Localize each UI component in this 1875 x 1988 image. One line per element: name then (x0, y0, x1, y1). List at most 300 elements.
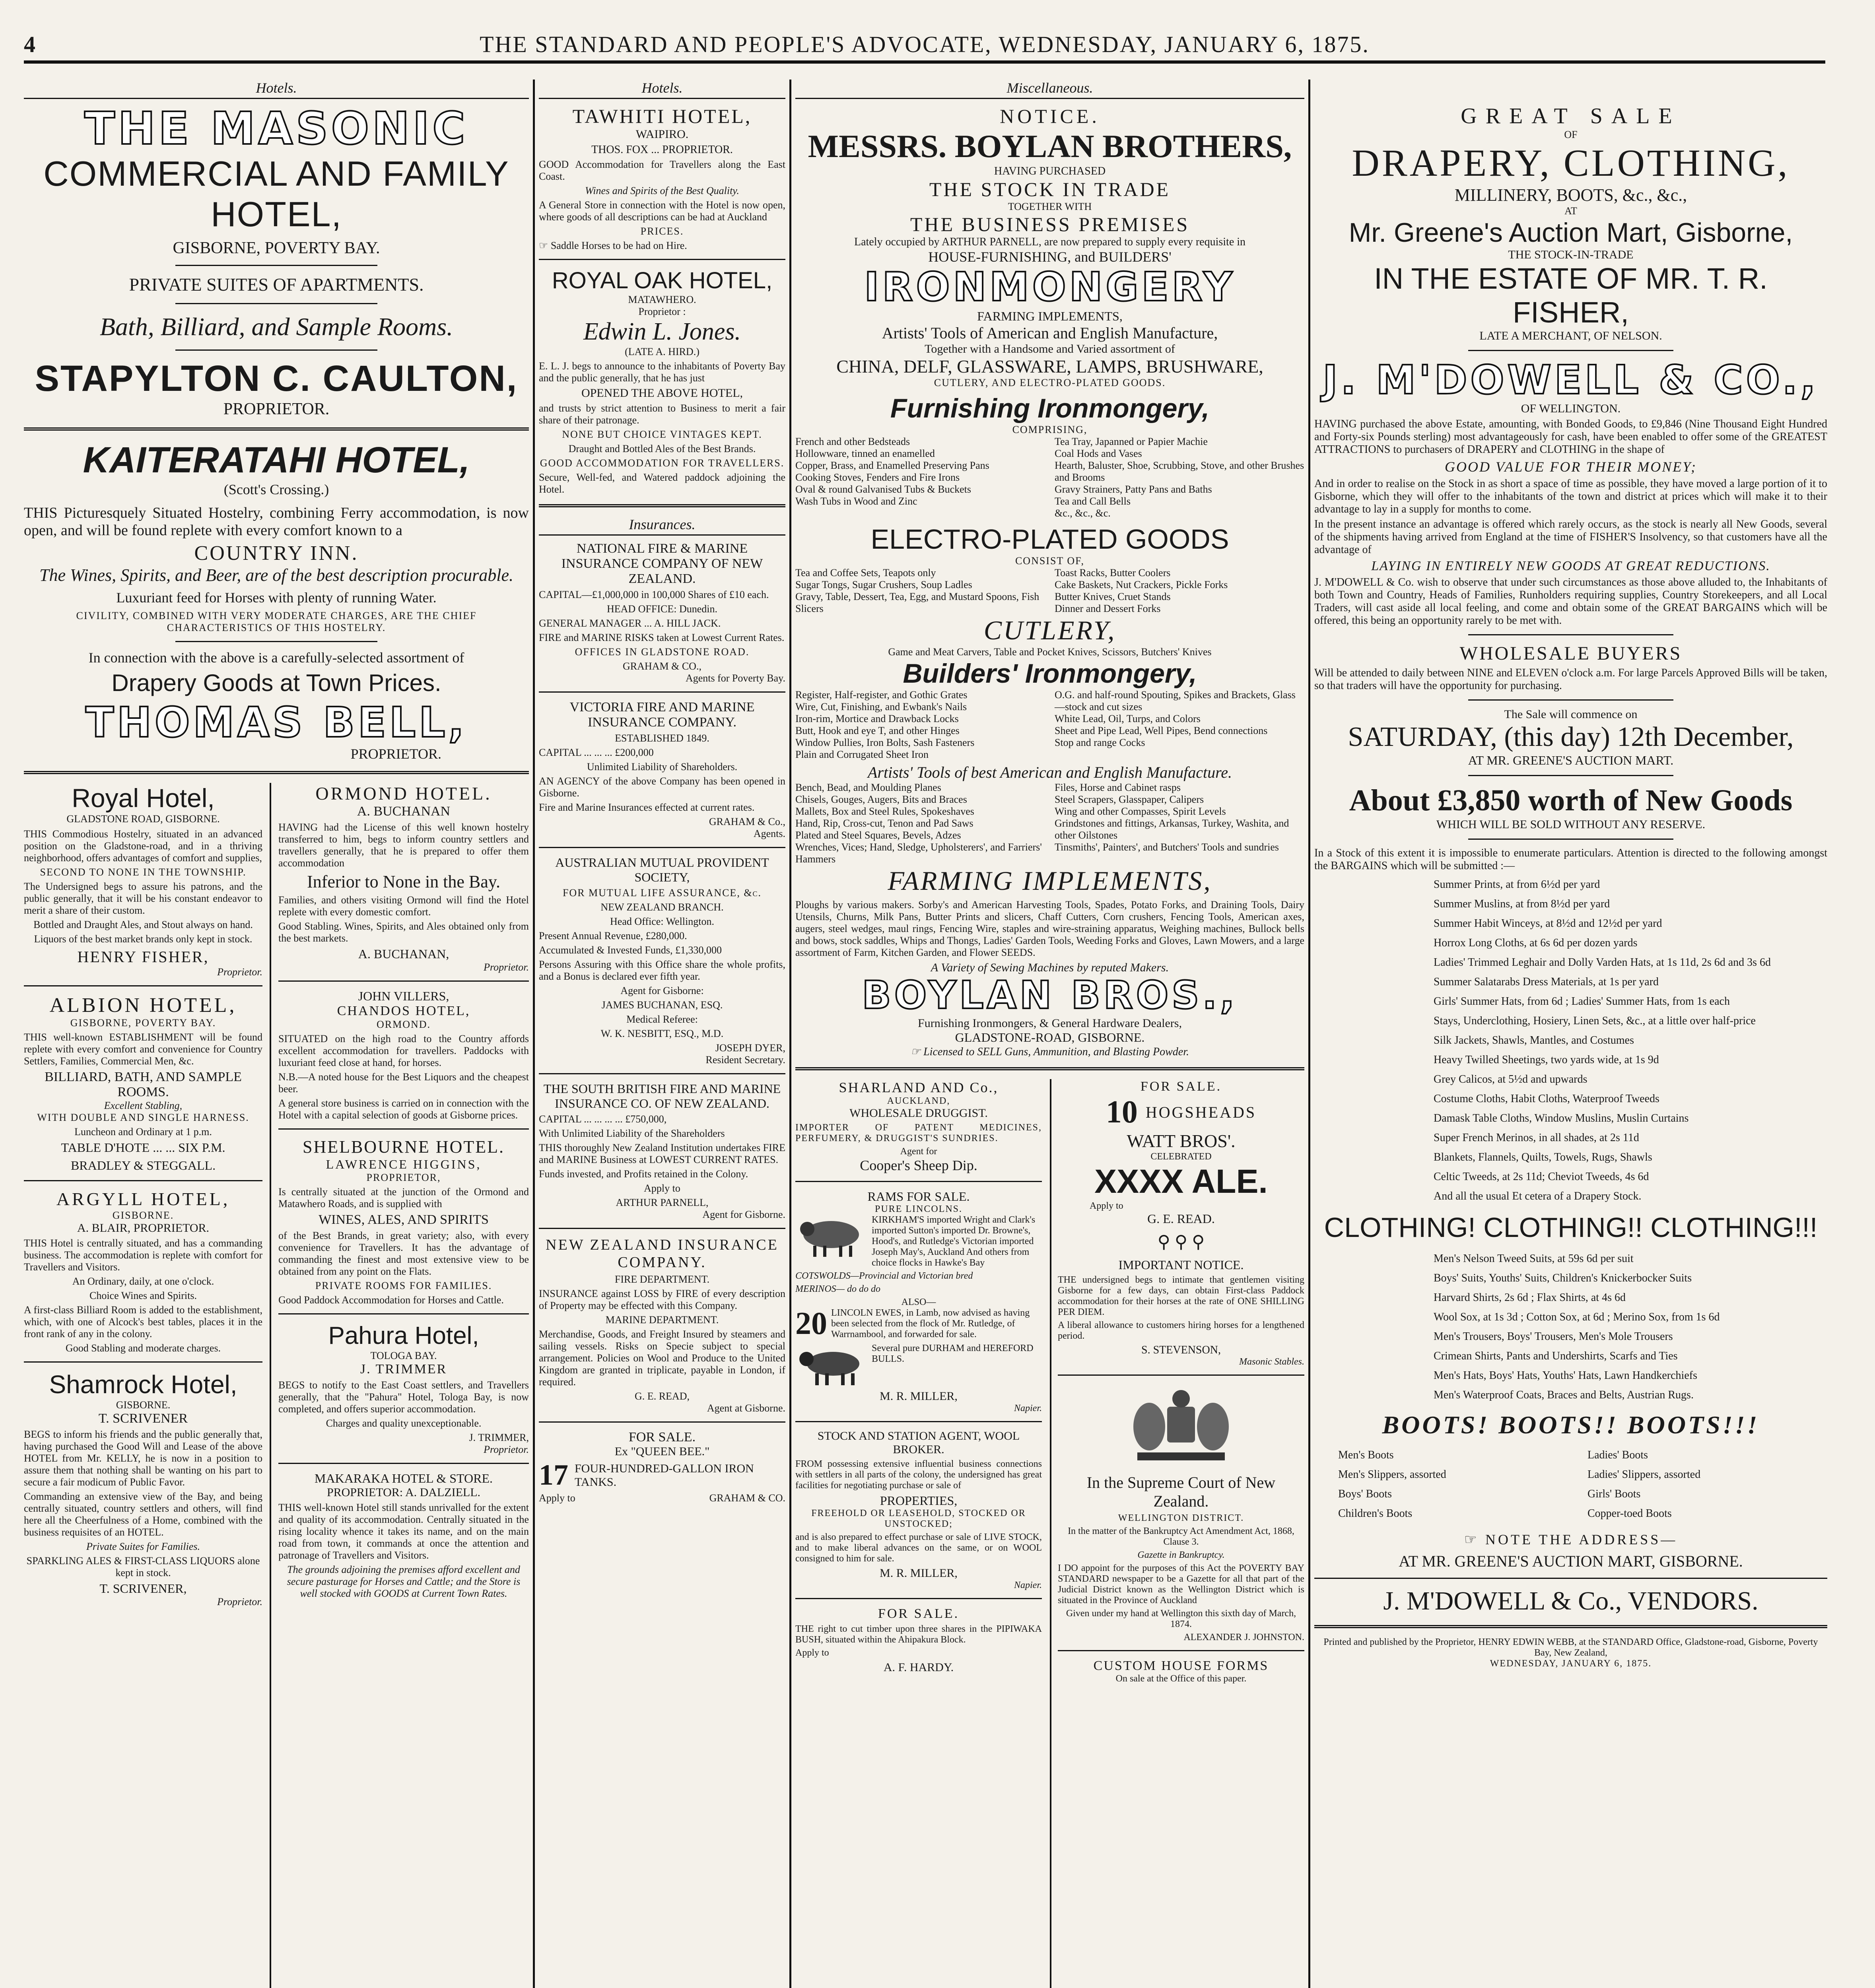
amp-referee: Medical Referee: (626, 1013, 698, 1025)
shelbourne-hotel-owner: LAWRENCE HIGGINS, (326, 1157, 482, 1171)
southbritish-funds: Funds invested, and Profits retained in the Colony. (539, 1168, 748, 1180)
shamrock-hotel-owner: T. SCRIVENER (98, 1411, 188, 1426)
tawhiti-wines: Wines and Spirits of the Best Quality. (585, 185, 739, 196)
divider (1058, 1650, 1304, 1651)
bulls-row (795, 1343, 1042, 1390)
southbritish-capital: CAPITAL ... ... ... ... £750,000, (539, 1113, 667, 1125)
divider (175, 303, 377, 304)
divider (1468, 839, 1673, 840)
divider (539, 259, 785, 260)
important-place: Masonic Stables. (1239, 1356, 1304, 1367)
misc-subcolumns (795, 1079, 1304, 1988)
nzins-body2: Merchandise, Goods, and Freight Insured by steamers and sailing vessels. Risks on Specie subject to special arrangement. Policies on Wool and Produce to the United Kingdom are granted in triplicate, payable in London, if required. (539, 1328, 785, 1388)
notice-title: NOTICE. (1000, 105, 1100, 127)
sale-vendors: J. M'DOWELL & Co., VENDORS. (1383, 1586, 1758, 1615)
kaiteratahi-connection: In connection with the above is a carefully-selected assortment of (88, 650, 464, 666)
boots-heading: BOOTS! BOOTS!! BOOTS!!! (1382, 1411, 1760, 1439)
southbritish-title: THE SOUTH BRITISH FIRE AND MARINE INSURANCE CO. OF NEW ZEALAND. (543, 1081, 781, 1110)
ewes-num: 20 (795, 1306, 827, 1341)
shamrock-hotel-title: Shamrock Hotel, (49, 1370, 237, 1399)
masonic-hotel-ad (24, 105, 529, 419)
pahura-hotel-sign: J. TRIMMER, (469, 1431, 529, 1443)
sale-value: GOOD VALUE FOR THEIR MONEY; (1445, 459, 1697, 475)
section-heading: Hotels. (24, 80, 529, 99)
great-sale: GREAT SALE (1461, 104, 1681, 128)
amp-for: FOR MUTUAL LIFE ASSURANCE, &c. (562, 887, 762, 899)
amp-sec-role: Resident Secretary. (705, 1054, 785, 1066)
furnishing-left: French and other Bedsteads Hollowware, tinned an enamelled Copper, Brass, and Enamelled Preserving Pans Cooking Stoves, Fenders and Fire Irons Oval & round Galvanised Tubs & Buckets Wash Tubs in Wood and Zinc (795, 436, 989, 507)
shelbourne-hotel-role: PROPRIETOR, (366, 1171, 441, 1183)
kaiteratahi-owner: THOMAS BELL, (85, 698, 467, 747)
stock-tenure: FREEHOLD OR LEASEHOLD, STOCKED OR UNSTOCKED; (811, 1508, 1026, 1529)
consist: CONSIST OF, (1015, 555, 1085, 567)
farming-text: Ploughs by various makers. Sorby's and American Harvesting Tools, Spades, Potato Forks, and Draining Tools, Dairy Utensils, Churns, Milk Pans, Butter Prints and slicers, Chaff Cutters, Corn crushers, Fencing Tools, American axes, augers, steel wedges, maul rings, Fencing Wire, staples and wire-straining apparatus, Weighing machines, Bullock bells and bows, stock saddles, Whips and Thongs, Ladies' Garden Tools, Weeding Forks and Gloves, Lawn Mowers, and a large assortment of Farm, Kitchen Garden, and Flower SEEDS. (795, 899, 1304, 958)
page-number: 4 (24, 31, 35, 57)
court-body: I DO appoint for the purposes of this Act the POVERTY BAY STANDARD newspaper to be a Gazette for all that part of the Judicial District known as the Wellington District which is situated in the Province of Auckland (1058, 1563, 1304, 1606)
furnishing-list (795, 436, 1304, 519)
shamrock-hotel-sign: T. SCRIVENER, (99, 1581, 187, 1596)
watt-apply: Apply to (1090, 1200, 1123, 1211)
sharland-product: Cooper's Sheep Dip. (860, 1157, 977, 1173)
chandos-hotel-place: ORMOND. (376, 1018, 431, 1030)
sale-at: AT (1564, 205, 1577, 217)
divider (539, 1073, 785, 1074)
kaiteratahi-owner-role: PROPRIETOR. (350, 746, 441, 762)
column-rule (1308, 80, 1310, 1988)
horseshoe-icons: ⚲ ⚲ ⚲ (1157, 1232, 1205, 1252)
divider (175, 349, 377, 351)
bargain-item: Stays, Underclothing, Hosiery, Linen Sets, &c., at a little over half-price (1434, 1015, 1756, 1027)
pahura-hotel-place: TOLOGA BAY. (370, 1349, 437, 1361)
ormond-hotel-body2: Families, and others visiting Ormond will find the Hotel replete with every domestic comfort. (278, 894, 529, 918)
sharland-role: WHOLESALE DRUGGIST. (849, 1106, 988, 1120)
court-district: WELLINGTON DISTRICT. (1118, 1512, 1244, 1523)
argyll-hotel-title: ARGYLL HOTEL, (56, 1188, 230, 1209)
watt-ale: XXXX ALE. (1094, 1162, 1268, 1200)
southbritish-body: THIS thoroughly New Zealand Institution undertakes FIRE and MARINE Business at LOWEST CURRENT RATES. (539, 1142, 785, 1165)
kaiteratahi-title: KAITERATAHI HOTEL, (83, 440, 470, 481)
shelbourne-hotel-private: PRIVATE ROOMS FOR FAMILIES. (315, 1279, 492, 1291)
amp-branch: NEW ZEALAND BRANCH. (600, 901, 724, 913)
boots-item: Men's Slippers, assorted (1338, 1468, 1446, 1481)
southbritish-liability: With Unlimited Liability of the Shareholders (539, 1128, 725, 1139)
shamrock-hotel-suites: Private Suites for Families. (86, 1540, 200, 1552)
royaloak-paddock: Secure, Well-fed, and Watered paddock adjoining the Hotel. (539, 472, 785, 495)
ad-divider (24, 427, 529, 431)
kaiteratahi-hotel-ad (24, 439, 529, 762)
tawhiti-prices: PRICES. (640, 225, 684, 237)
bargain-items (1314, 875, 1827, 1206)
masonic-subtitle: COMMERCIAL AND FAMILY HOTEL, (43, 154, 509, 234)
makaraka-hotel-owner: PROPRIETOR: A. DALZIELL. (326, 1485, 481, 1499)
royal-arms-icon (1058, 1383, 1304, 1473)
divider (795, 1598, 1042, 1599)
amp-revenue: Present Annual Revenue, £280,000. (539, 930, 687, 942)
boylan-farming: FARMING IMPLEMENTS, (977, 309, 1123, 323)
boots-item: Copper-toed Boots (1587, 1507, 1672, 1520)
royal-hotel-title: Royal Hotel, (72, 783, 215, 813)
sale-sold: WHICH WILL BE SOLD WITHOUT ANY RESERVE. (1436, 818, 1706, 831)
boylan-ironmongery: IRONMONGERY (864, 264, 1236, 310)
boylan-purchased: HAVING PURCHASED (994, 165, 1106, 177)
sale-commence: The Sale will commence on (1504, 708, 1638, 721)
ormond-hotel-sign: A. BUCHANAN, (358, 946, 449, 961)
bulls-text: Several pure DURHAM and HEREFORD BULLS. (872, 1343, 1034, 1364)
royal-hotel-liquors: Liquors of the best market brands only kept in stock. (34, 933, 253, 945)
amp-office: Head Office: Wellington. (610, 916, 714, 927)
sharland-place: AUCKLAND, (887, 1095, 950, 1106)
argyll-hotel-billiard: A first-class Billiard Room is added to the establishment, which, with one of Alcock's best tables, places it in the front rank of any in the colony. (24, 1304, 262, 1340)
argyll-hotel-ordinary: An Ordinary, daily, at one o'clock. (72, 1275, 214, 1287)
albion-hotel-stabling: Excellent Stabling, (104, 1099, 183, 1111)
clothing-item: Men's Waterproof Coats, Braces and Belts, Austrian Rugs. (1434, 1389, 1694, 1401)
ad-divider (24, 771, 529, 774)
boylan-bros-address: GLADSTONE-ROAD, GISBORNE. (955, 1030, 1145, 1044)
watt-brand: WATT BROS'. (1127, 1130, 1236, 1151)
royaloak-role: Proprietor : (638, 306, 686, 317)
tawhiti-saddle-text: Saddle Horses to be had on Hire. (550, 240, 687, 251)
albion-hotel-rooms: BILLIARD, BATH, AND SAMPLE ROOMS. (45, 1069, 242, 1099)
clothing-items (1314, 1249, 1827, 1405)
shelbourne-hotel-body2: of the Best Brands, in great variety; also, with every convenience for Travellers. It has the advantage of commanding the finest and most extensive view to be obtained from any point on the Flats. (278, 1229, 529, 1277)
cutlery-text: Game and Meat Carvers, Table and Pocket Knives, Scissors, Butchers' Knives (888, 646, 1212, 658)
masonic-suites: PRIVATE SUITES OF APARTMENTS. (129, 274, 424, 295)
clothing-item: Men's Trousers, Boys' Trousers, Men's Mole Trousers (1434, 1330, 1673, 1343)
divider (1468, 775, 1673, 776)
boots-item: Ladies' Boots (1587, 1449, 1648, 1461)
victoria-agents-role: Agents. (753, 828, 785, 839)
divider (175, 641, 377, 642)
rams-place: Napier. (1014, 1403, 1042, 1413)
boots-item: Girls' Boots (1587, 1488, 1641, 1500)
electro-left: Tea and Coffee Sets, Teapots only Sugar Tongs, Sugar Crushers, Soup Ladles Gravy, Table, Dessert, Tea, Egg, and Mustard Spoons, Fish Slicers (795, 567, 1040, 614)
watt-hogs: HOGSHEADS (1145, 1103, 1257, 1121)
imprint: Printed and published by the Proprietor, HENRY EDWIN WEBB, at the STANDARD Office, Gladstone-road, Gisborne, Poverty Bay, New Zealand, (1323, 1637, 1818, 1658)
boylan-tools: Artists' Tools of American and English Manufacture, (882, 324, 1218, 342)
chandos-hotel-title: CHANDOS HOTEL, (337, 1003, 470, 1018)
ormond-hotel-owner: A. BUCHANAN (357, 804, 451, 819)
tawhiti-place: WAIPIRO. (635, 128, 689, 141)
boots-right (1587, 1445, 1827, 1523)
subcolumn-right (278, 783, 529, 1988)
sale-p1: HAVING purchased the above Estate, amounting, with Bonded Goods, to £9,846 (Nine Thousand Eight Hundred and Forty-six Pounds sterling) most advantageously for cash, have been enabled to offer some of the GREATEST ATTRACTIONS to purchasers of DRAPERY and CLOTHING in the shape of (1314, 418, 1827, 456)
watt-celebrated: CELEBRATED (1150, 1151, 1212, 1162)
sale-laying: LAYING IN ENTIRELY NEW GOODS AT GREAT REDUCTIONS. (1371, 559, 1770, 573)
kaiteratahi-inn: COUNTRY INN. (194, 542, 359, 565)
royaloak-body: E. L. J. begs to announce to the inhabitants of Poverty Bay and the public generally, that he has just (539, 360, 785, 384)
customs-title: CUSTOM HOUSE FORMS (1093, 1658, 1269, 1673)
stock-title: STOCK AND STATION AGENT, WOOL BROKER. (817, 1429, 1020, 1456)
tawhiti-body: GOOD Accommodation for Travellers along the East Coast. (539, 159, 785, 182)
nzins-body: INSURANCE against LOSS by FIRE of every description of Property may be effected with this Company. (539, 1288, 785, 1311)
boylan-stock: THE STOCK IN TRADE (929, 178, 1171, 200)
sale-p4: J. M'DOWELL & Co. wish to observe that under such circumstances as those above alluded to, the Inhabitants of both Town and Country, Heads of Families, Runholders requiring supplies, Country Storekeepers, and all Local Traders, will cast aside all local feeling, and come and obtain some of the GREAT BARGAINS which will be offered, this being an opportunity rarely to be met with. (1314, 576, 1827, 627)
victoria-body: AN AGENCY of the above Company has been opened in Gisborne. (539, 775, 785, 799)
boylan-firm: MESSRS. BOYLAN BROTHERS, (808, 128, 1292, 164)
victoria-rates: Fire and Marine Insurances effected at current rates. (539, 802, 755, 813)
tanks-item: FOUR-HUNDRED-GALLON IRON TANKS. (575, 1462, 754, 1489)
tawhiti-owner: THOS. FOX ... PROPRIETOR. (591, 144, 733, 156)
sale-late: LATE A MERCHANT, OF NELSON. (1479, 329, 1662, 342)
albion-hotel-owners: BRADLEY & STEGGALL. (70, 1158, 216, 1173)
timber-body: THE right to cut timber upon three shares in the PIPIWAKA BUSH, situated within the Ahipakura Block. (795, 1623, 1042, 1645)
bargain-item: Silk Jackets, Shawls, Mantles, and Costumes (1434, 1034, 1634, 1046)
chandos-hotel-nb: N.B.—A noted house for the Best Liquors and the cheapest beer. (278, 1071, 529, 1095)
divider (278, 980, 529, 982)
important-body: THE undersigned begs to intimate that gentlemen visiting Gisborne for a few days, can obtain First-class Paddock accommodation for their horses at the rate of ONE SHILLING PER DIEM. (1058, 1274, 1304, 1317)
argyll-hotel-place: GISBORNE. (112, 1209, 174, 1221)
albion-hotel-place: GISBORNE, POVERTY BAY. (70, 1017, 216, 1029)
bargain-item: Summer Prints, at from 6½d per yard (1434, 878, 1600, 891)
ormond-hotel-stabling: Good Stabling. Wines, Spirits, and Ales obtained only from the best markets. (278, 920, 529, 944)
column-hotels-insurance (539, 80, 785, 1988)
chandos-hotel-body2: A general store business is carried on in connection with the Hotel with a capital selection of goods at Gisborne prices. (278, 1097, 529, 1121)
clothing-item: Men's Hats, Boys' Hats, Youths' Hats, Lawn Handkerchiefs (1434, 1369, 1697, 1382)
boots-item: Boys' Boots (1338, 1488, 1392, 1500)
victoria-est: ESTABLISHED 1849. (615, 732, 709, 744)
makaraka-hotel-grounds: The grounds adjoining the premises afford excellent and secure pasturage for Horses and Cattle; and the Store is well stocked with GOODS at Current Town Rates. (287, 1563, 521, 1599)
boots-left (1338, 1445, 1578, 1523)
sheep-icon (795, 1215, 867, 1268)
kaiteratahi-drapery: Drapery Goods at Town Prices. (111, 670, 441, 697)
boots-list (1314, 1445, 1827, 1523)
bargain-item: And all the usual Et cetera of a Drapery Stock. (1434, 1190, 1642, 1202)
builders-right: O.G. and half-round Spouting, Spikes and Brackets, Glass—stock and cut sizes White Lead, Oil, Turps, and Colors Sheet and Pipe Lead, Well Pipes, Bend connections Stop and range Cocks (1055, 689, 1296, 748)
tanks-title: FOR SALE. (628, 1430, 696, 1444)
stock-place: Napier. (1014, 1580, 1042, 1590)
national-capital: CAPITAL—£1,000,000 in 100,000 Shares of £10 each. (539, 589, 769, 600)
tanks-footer (539, 1492, 785, 1504)
kaiteratahi-sub: (Scott's Crossing.) (223, 481, 329, 498)
clothing-heading: CLOTHING! CLOTHING!! CLOTHING!!! (1324, 1212, 1818, 1243)
tanks-row (539, 1458, 785, 1492)
stock-agent: M. R. MILLER, (880, 1566, 958, 1580)
masonic-proprietor-role: PROPRIETOR. (223, 400, 330, 419)
royal-hotel-body2: The Undersigned begs to assure his patrons, and the public generally, that it will be his constant endeavor to merit a share of their custom. (24, 880, 262, 916)
electro-heading: ELECTRO-PLATED GOODS (870, 524, 1229, 555)
mcdowell-title: J. M'DOWELL & CO., (1323, 357, 1819, 403)
shamrock-hotel-place: GISBORNE. (116, 1399, 171, 1411)
mcdowell-wellington: OF WELLINGTON. (1521, 402, 1621, 415)
victoria-liability: Unlimited Liability of Shareholders. (587, 761, 738, 773)
rams-body: KIRKHAM'S imported Wright and Clark's imported Sutton's imported Dr. Browne's, Hood's, and Rutledge's Victorian imported Joseph May's, Auckland And others from choice flocks in Hawke's Bay (872, 1214, 1036, 1268)
albion-hotel-table: TABLE D'HOTE ... ... SIX P.M. (61, 1140, 225, 1155)
sub-rule (1050, 1079, 1051, 1988)
royal-hotel-role: Proprietor. (217, 966, 262, 978)
boylan-house: HOUSE-FURNISHING, and BUILDERS' (928, 249, 1172, 265)
sub-rule (270, 783, 271, 1988)
divider (278, 1463, 529, 1464)
masthead-title: THE STANDARD AND PEOPLE'S ADVOCATE, WEDNESDAY, JANUARY 6, 1875. (480, 31, 1370, 57)
divider (1314, 1625, 1827, 1628)
masonic-title: THE MASONIC (84, 103, 468, 155)
sale-mart: Mr. Greene's Auction Mart, Gisborne, (1348, 217, 1793, 248)
watt-agent: G. E. READ. (1147, 1211, 1215, 1226)
sharland-title: SHARLAND AND Co., (839, 1079, 999, 1095)
royal-hotel-owner: HENRY FISHER, (77, 947, 209, 966)
boots-item: Ladies' Slippers, assorted (1587, 1468, 1701, 1481)
imprint-date: WEDNESDAY, JANUARY 6, 1875. (1490, 1658, 1652, 1669)
hotels-subcolumns (24, 783, 529, 1988)
note-text: NOTE THE ADDRESS— (1485, 1532, 1678, 1547)
licensed-row (795, 1045, 1304, 1058)
argyll-hotel-stabling: Good Stabling and moderate charges. (65, 1342, 221, 1354)
amp-body: Persons Assuring with this Office share the whole profits, and a Bonus is declared ever fifth year. (539, 959, 785, 982)
ormond-hotel-role: Proprietor. (484, 961, 529, 973)
national-title: NATIONAL FIRE & MARINE INSURANCE COMPANY OF NEW ZEALAND. (561, 541, 763, 586)
argyll-hotel-wines: Choice Wines and Spirits. (89, 1289, 197, 1301)
bargain-item: Grey Calicos, at 5½d and upwards (1434, 1073, 1587, 1085)
albion-hotel-body: THIS well-known ESTABLISHMENT will be found replete with every comfort and convenience for Country Settlers, Families, Commercial Men, &c. (24, 1031, 262, 1067)
important-body2: A liberal allowance to customers hiring horses for a lengthened period. (1058, 1320, 1304, 1341)
column-great-sale (1314, 80, 1827, 1988)
amp-agent-name: JAMES BUCHANAN, ESQ. (601, 999, 723, 1011)
ormond-hotel-inferior: Inferior to None in the Bay. (307, 872, 500, 891)
masonic-place: GISBORNE, POVERTY BAY. (173, 239, 380, 258)
farming-heading: FARMING IMPLEMENTS, (888, 866, 1212, 896)
column-hotels (24, 80, 529, 1988)
court-title: In the Supreme Court of New Zealand. (1086, 1473, 1276, 1510)
divider (1468, 699, 1673, 701)
divider (539, 1421, 785, 1423)
ormond-hotel-body: HAVING had the License of this well known hostelry transferred to him, begs to inform country settlers and travellers generally, that he is prepared to offer them accommodation (278, 821, 529, 869)
bargain-item: Super French Merinos, in all shades, at 2s 11d (1434, 1132, 1639, 1144)
makaraka-hotel-title: MAKARAKA HOTEL & STORE. (314, 1471, 493, 1485)
divider (539, 847, 785, 848)
bargain-item: Damask Table Cloths, Window Muslins, Muslin Curtains (1434, 1112, 1689, 1124)
sewing-text: A Variety of Sewing Machines by reputed Makers. (931, 961, 1169, 974)
tanks-qty: 17 (539, 1459, 568, 1491)
stock-body: FROM possessing extensive influential business connections with settlers in all parts of the colony, the undersigned has great facilities for negotiating purchase or sale of (795, 1458, 1042, 1491)
divider (1468, 634, 1673, 635)
column-miscellaneous (795, 80, 1304, 1988)
shelbourne-hotel-title: SHELBOURNE HOTEL. (302, 1137, 505, 1157)
timber-apply: Apply to (795, 1647, 829, 1658)
stock-props: PROPERTIES, (880, 1493, 958, 1508)
royaloak-place: MATAWHERO. (628, 294, 696, 305)
rams-also: ALSO— (901, 1297, 936, 1307)
divider (24, 985, 262, 986)
misc-subcolumn-left (795, 1079, 1042, 1988)
rams-agent: M. R. MILLER, (880, 1389, 958, 1403)
builders-list (795, 689, 1304, 761)
royaloak-vintages: NONE BUT CHOICE VINTAGES KEPT. (562, 429, 762, 440)
bull-icon (795, 1343, 867, 1390)
pahura-hotel-owner: J. TRIMMER (360, 1361, 447, 1376)
boots-item: Men's Boots (1338, 1449, 1394, 1461)
royaloak-late: (LATE A. HIRD.) (625, 346, 699, 357)
pointing-hand-icon: ☞ (1464, 1532, 1485, 1547)
amp-secretary: JOSEPH DYER, (715, 1042, 785, 1054)
amp-title: AUSTRALIAN MUTUAL PROVIDENT SOCIETY, (555, 855, 769, 884)
electro-list (795, 567, 1304, 615)
albion-hotel-harness: WITH DOUBLE AND SINGLE HARNESS. (37, 1111, 249, 1123)
nzins-agent: G. E. READ, (635, 1390, 690, 1402)
wholesale-title: WHOLESALE BUYERS (1459, 643, 1682, 664)
argyll-hotel-body: THIS Hotel is centrally situated, and has a commanding business. The accommodation is replete with comfort for Travellers and Visitors. (24, 1237, 262, 1273)
bargain-item: Heavy Twilled Sheetings, two yards wide, at 1s 9d (1434, 1054, 1659, 1066)
court-matter: In the matter of the Bankruptcy Act Amendment Act, 1868, Clause 3. (1068, 1526, 1294, 1547)
timber-title: FOR SALE. (878, 1606, 960, 1621)
bargain-item: Summer Salatarabs Dress Materials, at 1s per yard (1434, 976, 1659, 988)
pahura-hotel-title: Pahura Hotel, (328, 1322, 479, 1349)
nzins-title: NEW ZEALAND INSURANCE COMPANY. (546, 1237, 779, 1271)
royaloak-draught: Draught and Bottled Ales of the Best Brands. (568, 443, 756, 454)
clothing-item: Boys' Suits, Youths' Suits, Children's Knickerbocker Suits (1434, 1272, 1692, 1284)
builders-heading: Builders' Ironmongery, (903, 658, 1197, 689)
national-agents: GRAHAM & CO., (623, 660, 701, 672)
shamrock-hotel-role: Proprietor. (217, 1596, 262, 1607)
furnishing-heading: Furnishing Ironmongery, (890, 393, 1210, 423)
rams-pure: PURE LINCOLNS. (874, 1204, 962, 1214)
licensed-text: Licensed to SELL Guns, Ammunition, and Blasting Powder. (923, 1045, 1189, 1058)
court-gazette: Gazette in Bankruptcy. (1137, 1549, 1225, 1560)
royaloak-body2: and trusts by strict attention to Business to merit a fair share of their patronage. (539, 402, 785, 426)
divider (1058, 1375, 1304, 1376)
artists-heading: Artists' Tools of best American and English Manufacture. (868, 763, 1232, 781)
divider (24, 1361, 262, 1363)
clothing-item: Harvard Shirts, 2s 6d ; Flax Shirts, at 4s 6d (1434, 1291, 1626, 1304)
sale-drapery: DRAPERY, CLOTHING, (1352, 142, 1790, 184)
shelbourne-hotel-wines: WINES, ALES, AND SPIRITS (319, 1212, 489, 1227)
albion-hotel-title: ALBION HOTEL, (49, 994, 237, 1017)
court-given: Given under my hand at Wellington this sixth day of March, 1874. (1066, 1608, 1296, 1629)
artists-list (795, 782, 1304, 865)
column-rule (789, 80, 791, 1988)
divider (1314, 1578, 1827, 1579)
watt-row (1058, 1094, 1304, 1130)
pointing-hand-icon: ☞ (539, 240, 551, 251)
victoria-agents: GRAHAM & Co., (709, 816, 785, 827)
electro-right: Toast Racks, Butter Coolers Cake Baskets, Nut Crackers, Pickle Forks Butter Knives, Cruet Stands Dinner and Dessert Forks (1055, 567, 1228, 614)
pointing-hand-icon: ☞ (911, 1045, 924, 1058)
sale-p6: In a Stock of this extent it is impossible to enumerate particulars. Attention is directed to the following amongst the BARGAINS which will be submitted :— (1314, 847, 1827, 872)
pahura-hotel-role: Proprietor. (484, 1443, 529, 1455)
shelbourne-hotel-paddock: Good Paddock Accommodation for Horses and Cattle. (278, 1294, 504, 1306)
rams-body-row (795, 1215, 1042, 1268)
bargain-item: Summer Muslins, at from 8½d per yard (1434, 898, 1610, 910)
nzins-fire: FIRE DEPARTMENT. (614, 1274, 710, 1285)
clothing-item: Crimean Shirts, Pants and Undershirts, Scarfs and Ties (1434, 1350, 1678, 1362)
clothing-item: Men's Nelson Tweed Suits, at 59s 6d per suit (1434, 1252, 1634, 1265)
sale-p2: And in order to realise on the Stock in as short a space of time as possible, they have moved a large portion of it to Gisborne, which they will offer to the inhabitants of the town and district at prices which will make it to their advantage to lay in a supply for months to come. (1314, 478, 1827, 515)
royal-hotel-ales: Bottled and Draught Ales, and Stout always on hand. (33, 918, 253, 930)
kaiteratahi-feed: Luxuriant feed for Horses with plenty of running Water. (116, 590, 437, 606)
divider (1468, 350, 1673, 351)
boylan-varied: Together with a Handsome and Varied assortment of (925, 342, 1175, 355)
victoria-title: VICTORIA FIRE AND MARINE INSURANCE COMPANY. (569, 700, 755, 730)
kaiteratahi-body: THIS Picturesquely Situated Hostelry, combining Ferry accommodation, is now open, and will be found replete with every comfort known to a (24, 505, 529, 539)
sale-estate: IN THE ESTATE OF MR. T. R. FISHER, (1374, 262, 1768, 329)
southbritish-agent: ARTHUR PARNELL, (616, 1197, 709, 1208)
albion-hotel-lunch: Luncheon and Ordinary at 1 p.m. (74, 1126, 212, 1138)
tawhiti-title: TAWHITI HOTEL, (572, 105, 752, 127)
tawhiti-saddle (539, 240, 785, 252)
royaloak-title: ROYAL OAK HOTEL, (552, 268, 773, 293)
tanks-agent: GRAHAM & CO. (709, 1492, 785, 1504)
boylan-premises: THE BUSINESS PREMISES (910, 213, 1190, 235)
royaloak-good: GOOD ACCOMMODATION FOR TRAVELLERS. (540, 457, 785, 469)
shamrock-hotel-body2: Commanding an extensive view of the Bay, and being centrally situated, country settlers and others, will find here all the Cheerfulness of a Home, combined with the business requisites of an HOTEL. (24, 1490, 262, 1538)
column-rule (533, 80, 535, 1988)
boylan-cutlery: CUTLERY, AND ELECTRO-PLATED GOODS. (934, 377, 1166, 388)
important-title: IMPORTANT NOTICE. (1118, 1257, 1244, 1272)
sale-stockin: THE STOCK-IN-TRADE (1508, 248, 1634, 261)
national-head: HEAD OFFICE: Dunedin. (606, 603, 718, 615)
amp-agent: Agent for Gisborne: (620, 985, 704, 996)
builders-left: Register, Half-register, and Gothic Grates Wire, Cut, Finishing, and Ewbank's Nails Iron-rim, Mortice and Drawback Locks Butt, Hook and eye T, and other Hinges Window Pullies, Iron Bolts, Sash Fasteners Plain and Corrugated Sheet Iron (795, 689, 975, 760)
boylan-china: CHINA, DELF, GLASSWARE, LAMPS, BRUSHWARE, (836, 356, 1263, 377)
